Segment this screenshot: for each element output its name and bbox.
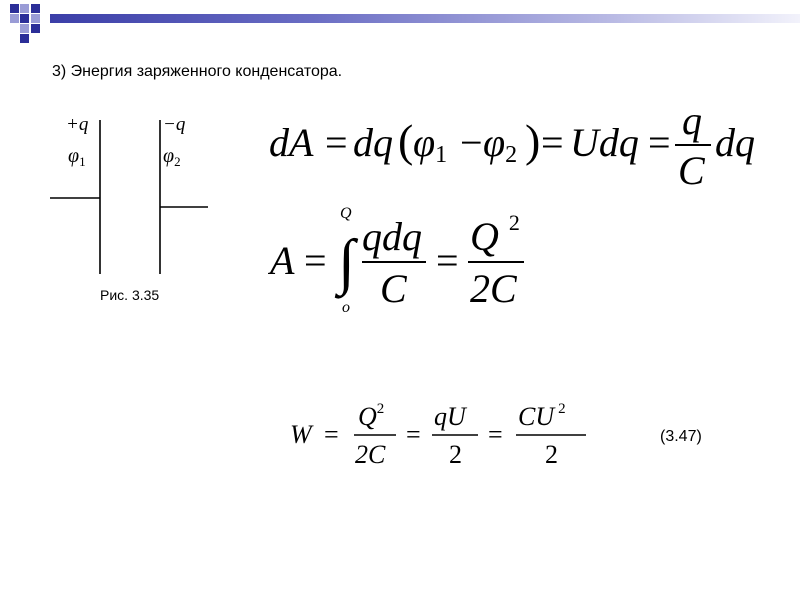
- eq1-udq: Udq: [570, 120, 639, 165]
- eq1-equals-3: =: [648, 120, 671, 165]
- eq1-phi1: φ1: [413, 120, 448, 168]
- eq3-equals-2: =: [406, 420, 421, 449]
- eq1-lhs: dA: [269, 120, 314, 165]
- deco-square: [10, 4, 19, 13]
- figure-caption: Рис. 3.35: [100, 287, 160, 303]
- equation-total-work: [268, 200, 538, 315]
- eq2-equals-2: =: [436, 238, 459, 283]
- eq3-equals-3: =: [488, 420, 503, 449]
- eq1-phi2: φ2: [483, 120, 518, 168]
- deco-square: [20, 4, 29, 13]
- eq2-frac1-den: C: [380, 266, 407, 311]
- deco-square: [20, 14, 29, 23]
- phi2-label: $\varphi_2$: [163, 145, 181, 169]
- eq2-integral-upper: Q: [340, 205, 352, 222]
- capacitor-figure: [48, 108, 218, 278]
- eq3-f3-den: 2: [545, 440, 558, 469]
- eq2-integral-sign: ∫: [338, 228, 355, 296]
- eq1-frac-num: q: [682, 98, 702, 143]
- eq1-tail: dq: [715, 120, 755, 165]
- deco-square: [20, 34, 29, 43]
- deco-square: [10, 14, 19, 23]
- eq3-f1-num: $Q^2$: [358, 401, 385, 431]
- eq3-lhs: W: [290, 420, 312, 449]
- eq3-f3-num: CU $^2$: [518, 401, 566, 431]
- eq1-minus: −: [460, 120, 483, 165]
- deco-square: [20, 24, 29, 33]
- eq2-frac1-num: qdq: [362, 214, 422, 259]
- eq2-integral-lower: o: [342, 299, 350, 315]
- deco-square: [31, 4, 40, 13]
- eq1-close-paren: ): [525, 115, 541, 166]
- section-heading: 3) Энергия заряженного конденсатора.: [52, 63, 343, 80]
- eq2-lhs: A: [270, 238, 295, 283]
- eq2-equals: =: [304, 238, 327, 283]
- eq3-equals-1: =: [324, 420, 339, 449]
- equation-work-differential: [265, 98, 765, 198]
- minus-charge-label: −q: [163, 114, 186, 135]
- eq1-open-paren: (: [398, 115, 414, 166]
- eq1-dq: dq: [353, 120, 393, 165]
- header-bar: [50, 14, 800, 23]
- equation-energy: [288, 395, 598, 475]
- eq3-f2-num: qU: [434, 402, 466, 431]
- eq1-frac-den: C: [678, 148, 705, 193]
- plus-charge-label: +q: [66, 114, 89, 135]
- eq3-f2-den: 2: [449, 440, 462, 469]
- eq2-frac2-den: 2C: [470, 266, 517, 311]
- deco-square: [31, 24, 40, 33]
- deco-square: [31, 14, 40, 23]
- phi1-label: $\varphi_1$: [68, 145, 86, 169]
- eq2-frac2-num: Q $^2$: [470, 210, 520, 259]
- equation-number: (3.47): [660, 428, 702, 445]
- eq1-equals-2: =: [541, 120, 564, 165]
- eq1-equals: =: [325, 120, 348, 165]
- eq3-f1-den: 2C: [355, 440, 386, 469]
